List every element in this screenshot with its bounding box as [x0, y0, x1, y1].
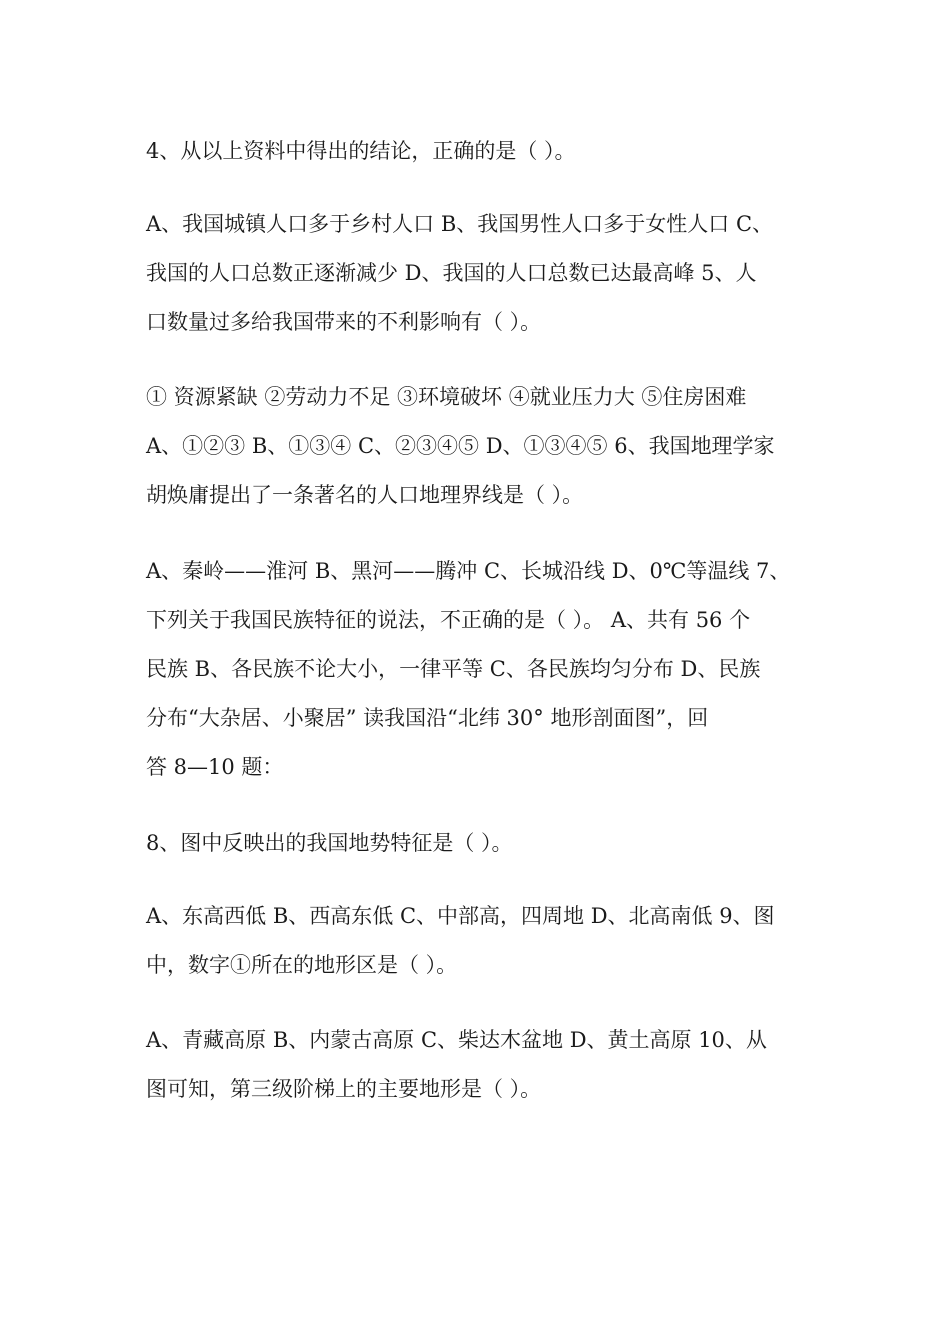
text-line: 民族 B、各民族不论大小，一律平等 C、各民族均匀分布 D、民族 — [146, 657, 761, 681]
text-line: A、我国城镇人口多于乡村人口 B、我国男性人口多于女性人口 C、 — [146, 212, 774, 236]
text-line: A、东高西低 B、西高东低 C、中部高，四周地 D、北高南低 9、图 — [146, 904, 775, 928]
text-line: 胡焕庸提出了一条著名的人口地理界线是（ ）。 — [146, 483, 584, 507]
paragraph-question-4 — [146, 127, 816, 176]
paragraph-options-5-question-6 — [146, 373, 816, 520]
text-line: 答 8—10 题： — [146, 755, 284, 779]
text-line: 中，数字①所在的地形区是（ ）。 — [146, 953, 458, 977]
text-line: 下列关于我国民族特征的说法，不正确的是（ ）。 A、共有 56 个 — [146, 608, 751, 632]
paragraph-question-8 — [146, 819, 816, 868]
text-line: A、青藏高原 B、内蒙古高原 C、柴达木盆地 D、黄土高原 10、从 — [146, 1028, 767, 1052]
text-line: A、秦岭——淮河 B、黑河——腾冲 C、长城沿线 D、0℃等温线 7、 — [146, 559, 791, 583]
paragraph-options-8-question-9 — [146, 892, 816, 990]
text-line: 分布“大杂居、小聚居” 读我国沿“北纬 30° 地形剖面图”，回 — [146, 706, 709, 730]
paragraph-options-4-question-5 — [146, 200, 816, 347]
paragraph-options-9-question-10 — [146, 1016, 816, 1114]
text-line: 8、图中反映出的我国地势特征是（ ）。 — [146, 831, 513, 855]
text-line: 口数量过多给我国带来的不利影响有（ ）。 — [146, 310, 542, 334]
text-line: 4、从以上资料中得出的结论，正确的是（ ）。 — [146, 139, 576, 163]
paragraph-options-6-question-7 — [146, 547, 816, 792]
text-line: 图可知，第三级阶梯上的主要地形是（ ）。 — [146, 1077, 542, 1101]
text-line: 我国的人口总数正逐渐减少 D、我国的人口总数已达最高峰 5、人 — [146, 261, 757, 285]
text-line: A、①②③ B、①③④ C、②③④⑤ D、①③④⑤ 6、我国地理学家 — [146, 434, 775, 458]
text-line: ① 资源紧缺 ②劳动力不足 ③环境破坏 ④就业压力大 ⑤住房困难 — [146, 385, 747, 409]
